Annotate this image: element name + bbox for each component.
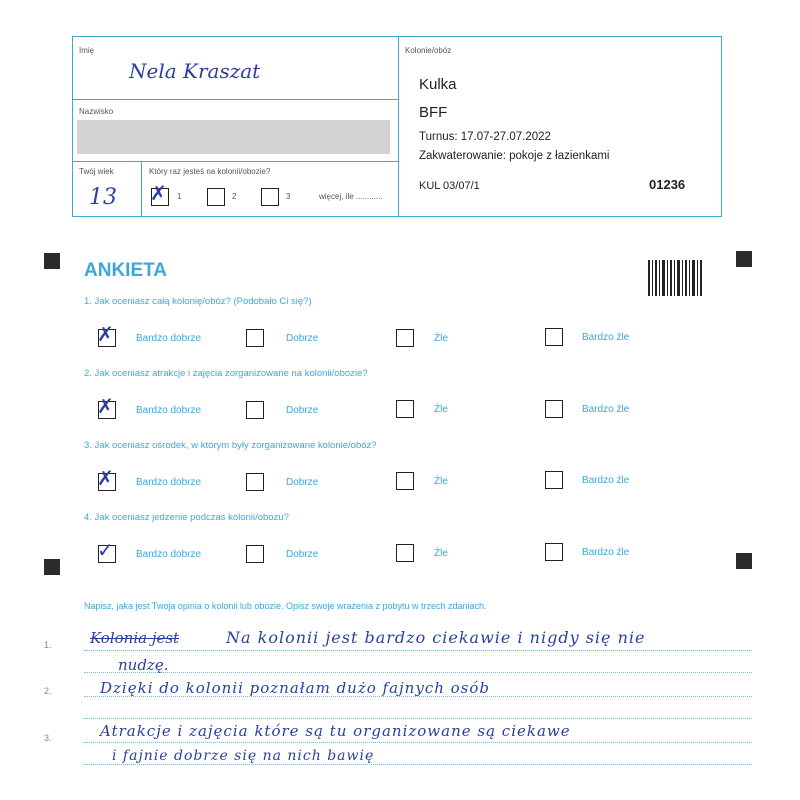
question-1: 1. Jak oceniasz całą kolonię/obóz? (Podobało Ci się?)	[84, 296, 312, 307]
check-mark-icon: ✓	[97, 538, 114, 562]
opinion-number-2: 2.	[44, 686, 52, 696]
q2-option-bardzo-dobrze: Bardzo dobrze	[136, 405, 202, 416]
opinion-number-1: 1.	[44, 640, 52, 650]
opinion-line2-text[interactable]: Dzięki do kolonii poznałam dużo fajnych osób	[100, 679, 491, 697]
opinion-line	[84, 764, 752, 765]
form-divider-1	[73, 99, 398, 100]
q3-option-bardzo-dobrze-checkbox[interactable]	[97, 466, 116, 491]
q1-option-dobrze: Dobrze	[286, 333, 319, 344]
accommodation: Zakwaterowanie: pokoje z łazienkami	[419, 150, 610, 162]
opinion-line1b-text[interactable]: nudzę.	[118, 656, 169, 674]
q2-option-zle: Źle	[434, 404, 448, 415]
question-2: 2. Jak oceniasz atrakcje i zajęcia zorganizowane na kolonii/obozie?	[84, 368, 368, 379]
q2-option-dobrze: Dobrze	[286, 405, 319, 416]
turnus: Turnus: 17.07-27.07.2022	[419, 131, 551, 143]
q1-option-bardzo-zle-checkbox[interactable]	[545, 328, 563, 346]
q3-option-zle-checkbox[interactable]	[396, 472, 414, 490]
opinion-line	[84, 650, 752, 651]
age-label: Twój wiek	[79, 167, 114, 176]
q4-option-dobrze-checkbox[interactable]	[246, 545, 264, 563]
q1-option-zle-checkbox[interactable]	[396, 329, 414, 347]
q2-option-bardzo-dobrze-checkbox[interactable]	[97, 394, 116, 419]
question-3: 3. Jak oceniasz ośrodek, w którym były zorganizowane kolonie/obóz?	[84, 440, 377, 451]
q3-option-dobrze: Dobrze	[286, 477, 319, 488]
form-divider-3	[141, 161, 142, 216]
form-divider-vertical	[398, 37, 399, 216]
camp-code: KUL 03/07/1	[419, 180, 480, 192]
times-checkbox-3[interactable]	[261, 188, 279, 206]
times-checkbox-2[interactable]	[207, 188, 225, 206]
times-option-2: 2	[232, 192, 237, 201]
camp-sub: BFF	[419, 104, 448, 121]
registration-marker-top-right	[736, 251, 752, 267]
registration-marker-bottom-right	[736, 553, 752, 569]
q4-option-bardzo-zle: Bardzo źle	[582, 547, 630, 558]
opinion-line1-struck: Kolonia jest	[90, 629, 180, 647]
q2-option-dobrze-checkbox[interactable]	[246, 401, 264, 419]
camp-label: Kolonie/obóz	[405, 46, 452, 55]
q2-option-bardzo-zle: Bardzo źle	[582, 404, 630, 415]
times-label: Który raz jesteś na kolonii/obozie?	[149, 167, 271, 176]
name-label: Imię	[79, 46, 95, 55]
times-checkbox-1[interactable]	[150, 181, 169, 206]
survey-title: ANKIETA	[84, 260, 168, 281]
check-mark-icon: ✗	[150, 181, 167, 205]
q3-option-zle: Źle	[434, 476, 448, 487]
q1-option-bardzo-dobrze: Bardzo dobrze	[136, 333, 202, 344]
q3-option-bardzo-zle: Bardzo źle	[582, 475, 630, 486]
barcode-icon	[648, 260, 704, 296]
q4-option-bardzo-zle-checkbox[interactable]	[545, 543, 563, 561]
q4-option-zle: Źle	[434, 548, 448, 559]
q1-option-bardzo-zle: Bardzo źle	[582, 332, 630, 343]
surname-label: Nazwisko	[79, 107, 114, 116]
q1-option-zle: Źle	[434, 333, 448, 344]
q4-option-bardzo-dobrze: Bardzo dobrze	[136, 549, 202, 560]
q3-option-bardzo-zle-checkbox[interactable]	[545, 471, 563, 489]
opinion-line	[84, 672, 752, 673]
opinion-line3-text[interactable]: Atrakcje i zajęcia które są tu organizowane są ciekawe	[100, 722, 571, 740]
opinion-line	[84, 742, 752, 743]
check-mark-icon: ✗	[97, 394, 114, 418]
opinion-line	[84, 718, 752, 719]
q2-option-bardzo-zle-checkbox[interactable]	[545, 400, 563, 418]
header-form	[72, 36, 722, 217]
q4-option-bardzo-dobrze-checkbox[interactable]	[97, 538, 116, 563]
form-number: 01236	[649, 177, 686, 192]
age-value[interactable]: 13	[89, 185, 117, 210]
times-more-label: więcej, ile ............	[319, 192, 383, 201]
q1-option-dobrze-checkbox[interactable]	[246, 329, 264, 347]
times-option-1: 1	[177, 192, 182, 201]
surname-field-redacted[interactable]	[77, 120, 390, 154]
question-4: 4. Jak oceniasz jedzenie podczas kolonii/obozu?	[84, 512, 289, 523]
registration-marker-top-left	[44, 253, 60, 269]
q4-option-dobrze: Dobrze	[286, 549, 319, 560]
q1-option-bardzo-dobrze-checkbox[interactable]	[97, 322, 116, 347]
q3-option-bardzo-dobrze: Bardzo dobrze	[136, 477, 202, 488]
camp-name: Kulka	[419, 76, 457, 93]
q4-option-zle-checkbox[interactable]	[396, 544, 414, 562]
registration-marker-bottom-left	[44, 559, 60, 575]
check-mark-icon: ✗	[97, 322, 114, 346]
opinion-line1-text[interactable]: Na kolonii jest bardzo ciekawie i nigdy się nie	[226, 628, 646, 647]
times-option-3: 3	[286, 192, 291, 201]
opinion-line3b-text[interactable]: i fajnie dobrze się na nich bawię	[112, 748, 375, 764]
opinion-prompt: Napisz, jaka jest Twoja opinia o kolonii lub obozie. Opisz swoje wrażenia z pobytu w trzech zdaniach.	[84, 601, 487, 611]
check-mark-icon: ✗	[97, 466, 114, 490]
name-value[interactable]: Nela Kraszat	[129, 59, 261, 83]
opinion-number-3: 3.	[44, 733, 52, 743]
q3-option-dobrze-checkbox[interactable]	[246, 473, 264, 491]
form-divider-2	[73, 161, 398, 162]
q2-option-zle-checkbox[interactable]	[396, 400, 414, 418]
